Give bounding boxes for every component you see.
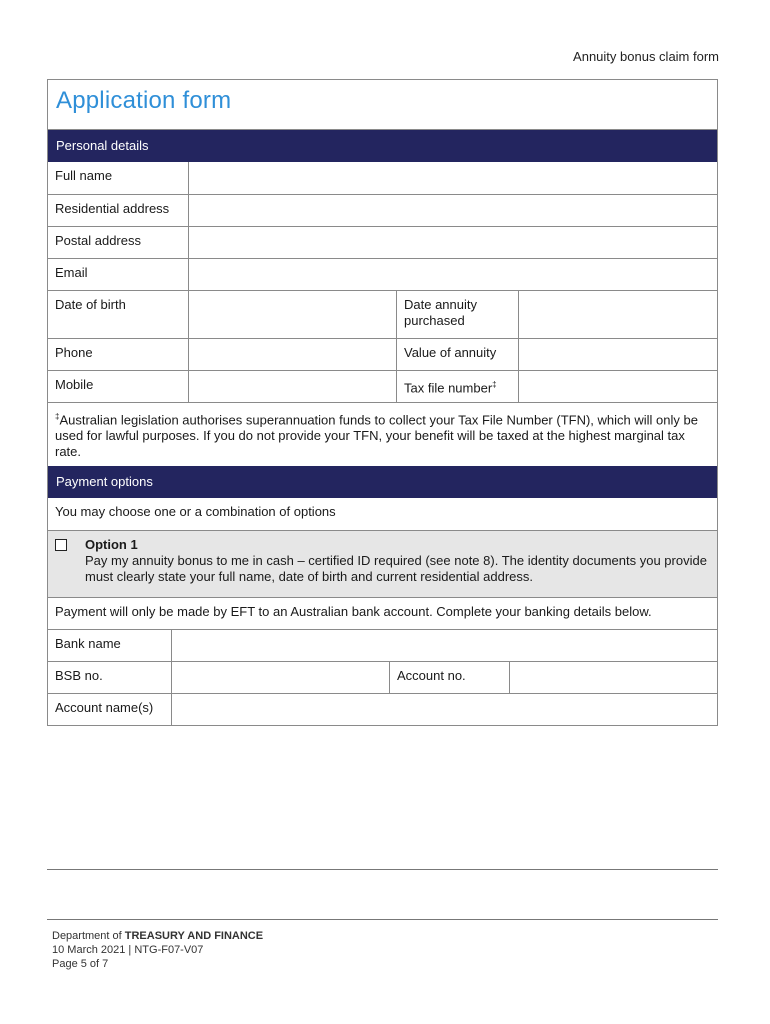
label-date-annuity-purchased: Date annuity purchased: [396, 291, 518, 338]
footer-dept-prefix: Department of: [52, 930, 125, 942]
input-mobile[interactable]: [188, 371, 396, 402]
eft-note: Payment will only be made by EFT to an Australian bank account. Complete your banking details below.: [48, 597, 717, 629]
input-account-no[interactable]: [509, 662, 717, 693]
footer-dept-name: TREASURY AND FINANCE: [124, 930, 264, 942]
tfn-note: [48, 402, 717, 466]
row-account-names: [48, 693, 717, 725]
tfn-footnote-mark: ‡: [492, 380, 497, 389]
row-bsb: [48, 661, 717, 693]
tfn-note-mark: ‡: [55, 412, 60, 421]
option-1-title: Option 1: [85, 537, 138, 552]
label-bank-name: Bank name: [55, 636, 121, 651]
row-full-name: [48, 162, 717, 194]
page-footer: [52, 929, 263, 971]
option-1-content: [85, 537, 710, 591]
label-email: Email: [55, 265, 88, 280]
input-residential-address[interactable]: [188, 195, 717, 226]
row-postal-address: [48, 226, 717, 258]
row-phone: [48, 338, 717, 370]
page-title: Application form: [56, 87, 232, 114]
label-date-of-birth: Date of birth: [55, 297, 126, 312]
tax-file-number-text: Tax file number: [404, 380, 493, 396]
option-1-box: [48, 530, 717, 597]
input-bank-name[interactable]: [171, 630, 717, 661]
input-date-annuity-purchased[interactable]: [518, 291, 717, 338]
footer-date-ref: 10 March 2021 | NTG-F07-V07: [52, 944, 204, 956]
input-value-of-annuity[interactable]: [518, 339, 717, 370]
option-1-text: Pay my annuity bonus to me in cash – certified ID required (see note 8). The identity documents you provide must clearly state your full name, date of birth and current residential address.: [85, 553, 707, 584]
section-personal-details: Personal details: [48, 130, 717, 162]
label-account-names: Account name(s): [55, 700, 154, 715]
input-email[interactable]: [188, 259, 717, 290]
row-email: [48, 258, 717, 290]
label-postal-address: Postal address: [55, 233, 141, 248]
row-mobile: [48, 370, 717, 402]
input-tax-file-number[interactable]: [518, 371, 717, 402]
label-mobile: Mobile: [55, 377, 94, 392]
label-value-of-annuity: Value of annuity: [396, 339, 518, 370]
footer-divider-top: [47, 869, 718, 870]
input-account-names[interactable]: [171, 694, 717, 725]
row-date-of-birth: [48, 290, 717, 338]
label-account-no: Account no.: [389, 662, 509, 693]
label-residential-address: Residential address: [55, 201, 170, 216]
input-full-name[interactable]: [188, 162, 717, 194]
footer-page-number: Page 5 of 7: [52, 958, 109, 970]
tfn-note-text: Australian legislation authorises superannuation funds to collect your Tax File Number (TFN), which will only be used for lawful purposes. If you do not provide your TFN, your benefit will be taxed at the highest marginal tax rate.: [55, 412, 698, 460]
application-form: [47, 79, 718, 726]
section-payment-options: Payment options: [48, 466, 717, 498]
label-phone: Phone: [55, 345, 93, 360]
row-residential-address: [48, 194, 717, 226]
footer-department: [52, 929, 263, 943]
input-phone[interactable]: [188, 339, 396, 370]
payment-intro: You may choose one or a combination of options: [55, 504, 336, 519]
title-row: [48, 80, 717, 130]
input-date-of-birth[interactable]: [188, 291, 396, 338]
form-header-title: Annuity bonus claim form: [573, 49, 719, 64]
input-bsb[interactable]: [171, 662, 389, 693]
label-tax-file-number: [396, 371, 518, 402]
option-1-checkbox[interactable]: [55, 539, 67, 551]
row-bank-name: [48, 629, 717, 661]
footer-divider-bottom: [47, 919, 718, 920]
label-full-name: Full name: [55, 168, 113, 183]
label-bsb: BSB no.: [55, 668, 103, 683]
input-postal-address[interactable]: [188, 227, 717, 258]
